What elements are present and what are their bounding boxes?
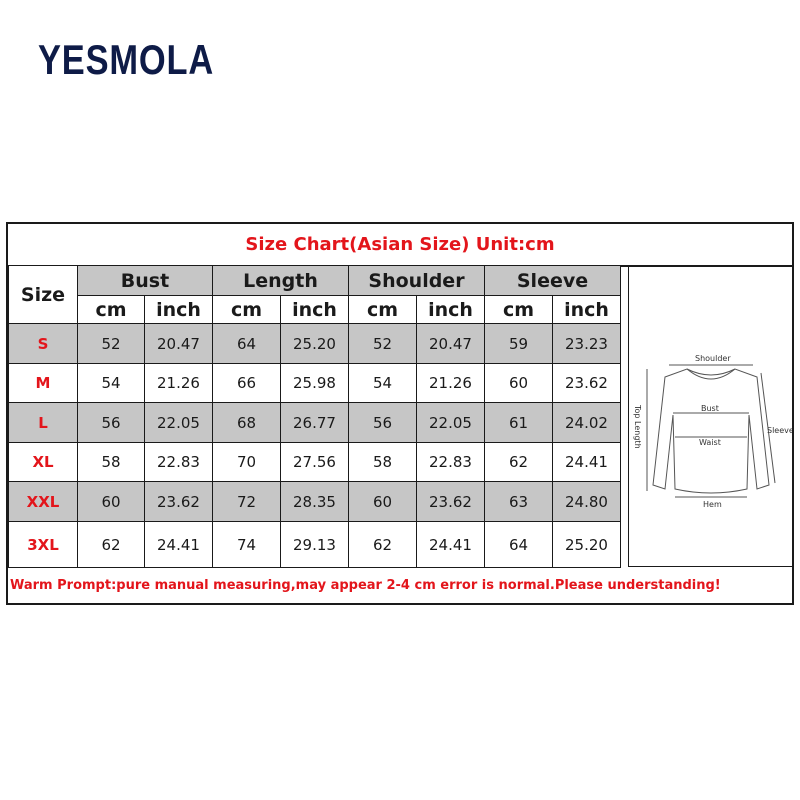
- measure-cell: 24.02: [553, 403, 621, 443]
- measure-cell: 23.62: [417, 482, 485, 522]
- unit-header: inch: [281, 296, 349, 324]
- measure-cell: 21.26: [417, 364, 485, 403]
- size-cell: M: [9, 364, 78, 403]
- measure-cell: 24.41: [145, 522, 213, 568]
- measure-cell: 22.05: [417, 403, 485, 443]
- unit-header: inch: [553, 296, 621, 324]
- group-header-shoulder: Shoulder: [349, 266, 485, 296]
- measure-cell: 21.26: [145, 364, 213, 403]
- size-table: [8, 265, 621, 568]
- table-row: [9, 403, 621, 443]
- measure-cell: 59: [485, 324, 553, 364]
- unit-header: cm: [213, 296, 281, 324]
- collar-line: [687, 369, 735, 379]
- measure-cell: 52: [349, 324, 417, 364]
- shirt-outline: [653, 369, 769, 493]
- measure-cell: 24.41: [417, 522, 485, 568]
- table-row: [9, 364, 621, 403]
- measure-cell: 25.20: [281, 324, 349, 364]
- measure-cell: 26.77: [281, 403, 349, 443]
- shoulder-label: Shoulder: [695, 354, 731, 363]
- group-header-length: Length: [213, 266, 349, 296]
- measure-cell: 23.23: [553, 324, 621, 364]
- measure-cell: 22.83: [417, 443, 485, 482]
- measure-cell: 60: [78, 482, 145, 522]
- unit-header: cm: [349, 296, 417, 324]
- measure-cell: 62: [78, 522, 145, 568]
- top-length-label: Top Length: [633, 405, 642, 449]
- measure-cell: 23.62: [553, 364, 621, 403]
- measure-cell: 20.47: [417, 324, 485, 364]
- size-chart: [6, 222, 794, 605]
- table-row: [9, 443, 621, 482]
- measure-cell: 61: [485, 403, 553, 443]
- measure-cell: 22.83: [145, 443, 213, 482]
- measure-cell: 25.20: [553, 522, 621, 568]
- hem-label: Hem: [703, 500, 722, 509]
- measure-cell: 24.41: [553, 443, 621, 482]
- measure-cell: 58: [78, 443, 145, 482]
- measure-cell: 20.47: [145, 324, 213, 364]
- measure-cell: 54: [349, 364, 417, 403]
- measure-cell: 52: [78, 324, 145, 364]
- measure-cell: 58: [349, 443, 417, 482]
- measure-cell: 24.80: [553, 482, 621, 522]
- size-cell: XL: [9, 443, 78, 482]
- size-header: Size: [9, 266, 78, 324]
- measure-cell: 56: [349, 403, 417, 443]
- table-row: [9, 482, 621, 522]
- measure-cell: 74: [213, 522, 281, 568]
- size-cell: 3XL: [9, 522, 78, 568]
- measure-cell: 28.35: [281, 482, 349, 522]
- measure-cell: 68: [213, 403, 281, 443]
- unit-header: cm: [485, 296, 553, 324]
- table-row: [9, 522, 621, 568]
- measure-cell: 56: [78, 403, 145, 443]
- table-row: [9, 324, 621, 364]
- waist-label: Waist: [699, 438, 721, 447]
- measure-cell: 54: [78, 364, 145, 403]
- chart-title: Size Chart(Asian Size) Unit:cm: [8, 224, 792, 267]
- measure-cell: 63: [485, 482, 553, 522]
- measure-cell: 60: [485, 364, 553, 403]
- measure-cell: 25.98: [281, 364, 349, 403]
- unit-header: inch: [417, 296, 485, 324]
- group-header-bust: Bust: [78, 266, 213, 296]
- measure-cell: 29.13: [281, 522, 349, 568]
- measurement-diagram: [628, 265, 792, 567]
- size-cell: S: [9, 324, 78, 364]
- measure-cell: 64: [485, 522, 553, 568]
- warm-prompt: Warm Prompt:pure manual measuring,may appear 2-4 cm error is normal.Please understanding!: [10, 577, 721, 593]
- sleeve-label: Sleeve: [767, 426, 792, 435]
- measure-cell: 27.56: [281, 443, 349, 482]
- measure-cell: 60: [349, 482, 417, 522]
- brand-logo: YESMOLA: [38, 36, 215, 83]
- group-header-sleeve: Sleeve: [485, 266, 621, 296]
- measure-cell: 64: [213, 324, 281, 364]
- measure-cell: 72: [213, 482, 281, 522]
- measure-cell: 66: [213, 364, 281, 403]
- size-cell: L: [9, 403, 78, 443]
- measure-cell: 22.05: [145, 403, 213, 443]
- measure-cell: 62: [349, 522, 417, 568]
- measure-cell: 70: [213, 443, 281, 482]
- measure-cell: 23.62: [145, 482, 213, 522]
- measure-cell: 62: [485, 443, 553, 482]
- bust-label: Bust: [701, 404, 719, 413]
- unit-header: inch: [145, 296, 213, 324]
- size-cell: XXL: [9, 482, 78, 522]
- unit-header: cm: [78, 296, 145, 324]
